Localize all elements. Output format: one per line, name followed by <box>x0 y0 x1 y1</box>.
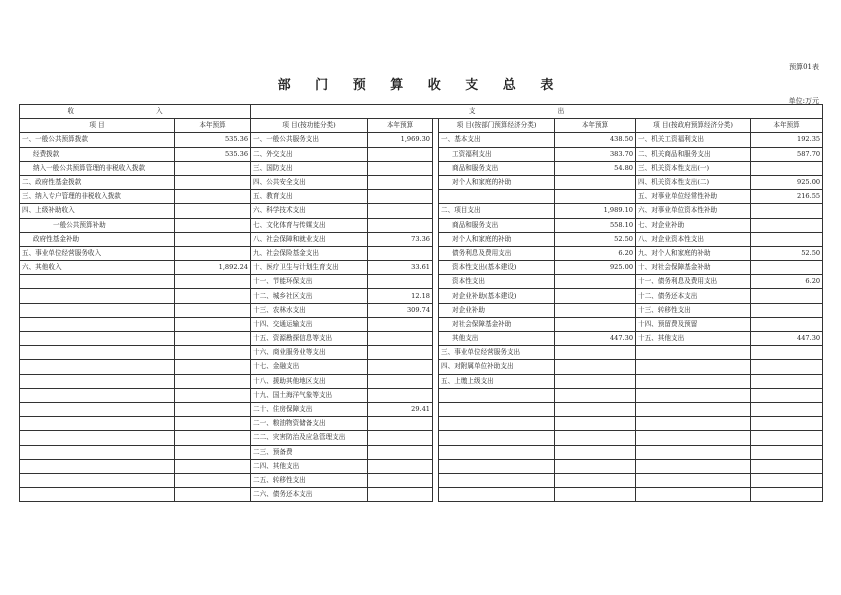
func-item-cell: 二二、灾害防治及应急管理支出 <box>251 431 368 445</box>
gov-econ-amount-cell: 52.50 <box>751 246 823 260</box>
dept-econ-item-cell <box>439 488 555 502</box>
dept-econ-item-cell: 其他支出 <box>439 332 555 346</box>
dept-econ-item-cell: 五、上缴上级支出 <box>439 374 555 388</box>
dept-econ-item-cell <box>439 190 555 204</box>
income-item-cell <box>20 360 175 374</box>
income-amount-cell <box>175 360 251 374</box>
table-row <box>20 346 823 360</box>
func-item-cell: 十八、援助其他地区支出 <box>251 374 368 388</box>
table-row <box>20 289 823 303</box>
gov-econ-item-cell: 七、对企业补助 <box>636 218 751 232</box>
gov-econ-item-cell: 五、对事业单位经常性补助 <box>636 190 751 204</box>
income-item-cell: 一般公共预算补助 <box>20 218 175 232</box>
gov-econ-item-header: 项 目(按政府预算经济分类) <box>636 119 751 133</box>
func-item-header: 项 目(按功能分类) <box>251 119 368 133</box>
dept-econ-amount-cell <box>555 488 636 502</box>
gov-econ-amount-cell: 587.70 <box>751 147 823 161</box>
gov-econ-amount-cell <box>751 346 823 360</box>
func-item-cell: 十、医疗卫生与计划生育支出 <box>251 261 368 275</box>
income-section-header: 收 入 <box>20 105 251 119</box>
gov-econ-amount-cell: 447.30 <box>751 332 823 346</box>
gov-econ-amount-cell: 925.00 <box>751 175 823 189</box>
dept-econ-item-cell <box>439 473 555 487</box>
income-item-cell: 三、纳入专户管理的非税收入拨款 <box>20 190 175 204</box>
budget-summary-table <box>19 104 823 502</box>
gov-econ-amount-cell <box>751 317 823 331</box>
func-amount-cell <box>368 332 433 346</box>
gov-econ-item-cell <box>636 488 751 502</box>
dept-econ-item-cell: 商品和服务支出 <box>439 161 555 175</box>
table-row <box>20 232 823 246</box>
income-item-cell: 纳入一般公共预算管理的非税收入拨款 <box>20 161 175 175</box>
func-item-cell: 十五、资源勘探信息等支出 <box>251 332 368 346</box>
dept-econ-item-header: 项 目(按部门预算经济分类) <box>439 119 555 133</box>
income-item-cell: 五、事业单位经营服务收入 <box>20 246 175 260</box>
dept-econ-amount-cell <box>555 402 636 416</box>
func-item-cell: 八、社会保障和就业支出 <box>251 232 368 246</box>
income-item-cell <box>20 431 175 445</box>
func-amount-cell <box>368 445 433 459</box>
gov-econ-amount-cell <box>751 459 823 473</box>
gov-econ-item-cell: 八、对企业资本性支出 <box>636 232 751 246</box>
dept-econ-item-cell: 一、基本支出 <box>439 133 555 147</box>
gov-econ-amount-cell: 6.20 <box>751 275 823 289</box>
gov-econ-item-cell <box>636 388 751 402</box>
table-row <box>20 388 823 402</box>
gov-econ-item-cell <box>636 417 751 431</box>
dept-econ-amount-cell <box>555 388 636 402</box>
income-item-cell: 一、一般公共预算拨款 <box>20 133 175 147</box>
func-amount-cell <box>368 317 433 331</box>
gov-econ-amount-cell <box>751 360 823 374</box>
table-row <box>20 246 823 260</box>
dept-econ-item-cell <box>439 459 555 473</box>
income-item-cell <box>20 303 175 317</box>
income-item-cell <box>20 346 175 360</box>
income-amount-cell <box>175 402 251 416</box>
dept-econ-amount-cell: 447.30 <box>555 332 636 346</box>
dept-econ-amount-cell <box>555 317 636 331</box>
func-amount-cell <box>368 488 433 502</box>
gov-econ-amount-cell <box>751 303 823 317</box>
gov-econ-amount-cell <box>751 232 823 246</box>
dept-econ-amount-cell: 383.70 <box>555 147 636 161</box>
gov-econ-item-cell <box>636 445 751 459</box>
gov-econ-item-cell: 十、对社会保障基金补助 <box>636 261 751 275</box>
gov-econ-item-cell <box>636 459 751 473</box>
table-number: 预算01表 <box>789 63 819 71</box>
table-row <box>20 459 823 473</box>
gov-econ-item-cell: 四、机关资本性支出(二) <box>636 175 751 189</box>
table-row <box>20 275 823 289</box>
func-amount-cell <box>368 190 433 204</box>
income-amount-cell <box>175 161 251 175</box>
income-amount-cell: 535.36 <box>175 147 251 161</box>
unit-label: 单位:万元 <box>788 97 819 105</box>
income-amount-cell <box>175 175 251 189</box>
income-item-cell: 政府性基金补助 <box>20 232 175 246</box>
dept-econ-item-cell: 商品和服务支出 <box>439 218 555 232</box>
income-amount-cell: 535.36 <box>175 133 251 147</box>
income-amount-cell <box>175 445 251 459</box>
dept-econ-item-cell: 三、事业单位经营服务支出 <box>439 346 555 360</box>
dept-econ-amount-cell <box>555 289 636 303</box>
income-amount-cell <box>175 232 251 246</box>
table-row <box>20 190 823 204</box>
dept-econ-item-cell: 资本性支出 <box>439 275 555 289</box>
income-amount-cell <box>175 246 251 260</box>
income-item-cell <box>20 289 175 303</box>
dept-econ-amount-cell <box>555 346 636 360</box>
func-item-cell: 五、教育支出 <box>251 190 368 204</box>
func-amount-cell: 309.74 <box>368 303 433 317</box>
income-item-cell <box>20 332 175 346</box>
income-amount-cell <box>175 388 251 402</box>
func-item-cell: 十一、节能环保支出 <box>251 275 368 289</box>
func-amount-cell <box>368 360 433 374</box>
dept-econ-amount-cell: 54.80 <box>555 161 636 175</box>
gov-econ-item-cell: 十一、债务利息及费用支出 <box>636 275 751 289</box>
func-item-cell: 十六、商业服务业等支出 <box>251 346 368 360</box>
dept-econ-item-cell: 对个人和家庭的补助 <box>439 232 555 246</box>
table-row <box>20 303 823 317</box>
table-row <box>20 360 823 374</box>
gov-econ-amount-cell <box>751 388 823 402</box>
income-item-cell <box>20 374 175 388</box>
budget-table-body <box>20 133 823 502</box>
gov-econ-amount-cell <box>751 488 823 502</box>
func-amount-cell: 29.41 <box>368 402 433 416</box>
func-amount-cell: 33.61 <box>368 261 433 275</box>
dept-econ-item-cell: 对企业补助(基本建设) <box>439 289 555 303</box>
func-item-cell: 一、一般公共服务支出 <box>251 133 368 147</box>
income-amount-cell <box>175 218 251 232</box>
gov-econ-item-cell <box>636 346 751 360</box>
dept-econ-amount-cell <box>555 360 636 374</box>
func-amount-cell <box>368 147 433 161</box>
table-row <box>20 402 823 416</box>
dept-econ-amount-cell <box>555 374 636 388</box>
dept-econ-item-cell <box>439 402 555 416</box>
gov-econ-amount-cell <box>751 431 823 445</box>
func-amount-cell <box>368 374 433 388</box>
dept-econ-item-cell <box>439 417 555 431</box>
gov-econ-item-cell: 六、对事业单位资本性补助 <box>636 204 751 218</box>
gov-econ-item-cell: 二、机关商品和服务支出 <box>636 147 751 161</box>
gov-econ-item-cell <box>636 402 751 416</box>
income-amount-cell <box>175 346 251 360</box>
func-amount-cell <box>368 417 433 431</box>
gov-econ-item-cell: 一、机关工资福利支出 <box>636 133 751 147</box>
dept-econ-amount-cell: 1,989.10 <box>555 204 636 218</box>
dept-econ-item-cell <box>439 445 555 459</box>
income-item-cell <box>20 473 175 487</box>
income-amount-cell <box>175 488 251 502</box>
gov-econ-item-cell: 十三、转移性支出 <box>636 303 751 317</box>
income-amount-cell <box>175 374 251 388</box>
income-amount-cell <box>175 459 251 473</box>
func-item-cell: 十三、农林水支出 <box>251 303 368 317</box>
func-amount-cell <box>368 275 433 289</box>
dept-econ-amount-cell <box>555 175 636 189</box>
dept-econ-amount-cell <box>555 190 636 204</box>
gov-econ-item-cell: 十二、债务还本支出 <box>636 289 751 303</box>
func-amount-cell <box>368 388 433 402</box>
func-item-cell: 十二、城乡社区支出 <box>251 289 368 303</box>
gov-econ-item-cell <box>636 473 751 487</box>
dept-econ-amount-cell <box>555 275 636 289</box>
gov-econ-item-cell <box>636 431 751 445</box>
gov-econ-amount-cell: 216.55 <box>751 190 823 204</box>
func-amount-cell <box>368 473 433 487</box>
gov-econ-amount-cell <box>751 261 823 275</box>
func-amount-header: 本年预算 <box>368 119 433 133</box>
income-item-cell <box>20 402 175 416</box>
page-title: 部 门 预 算 收 支 总 表 <box>277 78 564 93</box>
table-row <box>20 261 823 275</box>
income-item-cell <box>20 445 175 459</box>
income-item-cell <box>20 459 175 473</box>
income-item-cell <box>20 488 175 502</box>
gov-econ-amount-cell <box>751 204 823 218</box>
gov-econ-amount-cell <box>751 445 823 459</box>
gov-econ-item-cell <box>636 360 751 374</box>
income-amount-cell <box>175 275 251 289</box>
gov-econ-amount-cell: 192.35 <box>751 133 823 147</box>
table-row <box>20 488 823 502</box>
func-item-cell: 九、社会保险基金支出 <box>251 246 368 260</box>
func-item-cell: 十七、金融支出 <box>251 360 368 374</box>
income-amount-cell: 1,892.24 <box>175 261 251 275</box>
income-amount-header: 本年预算 <box>175 119 251 133</box>
gov-econ-amount-cell <box>751 417 823 431</box>
func-amount-cell <box>368 459 433 473</box>
table-row <box>20 473 823 487</box>
func-item-cell: 二四、其他支出 <box>251 459 368 473</box>
func-item-cell: 四、公共安全支出 <box>251 175 368 189</box>
func-amount-cell <box>368 161 433 175</box>
dept-econ-item-cell: 工资福利支出 <box>439 147 555 161</box>
func-item-cell: 三、国防支出 <box>251 161 368 175</box>
func-item-cell: 七、文化体育与传媒支出 <box>251 218 368 232</box>
table-row <box>20 374 823 388</box>
func-item-cell: 十九、国土海洋气象等支出 <box>251 388 368 402</box>
dept-econ-amount-cell: 52.50 <box>555 232 636 246</box>
gov-econ-item-cell: 十四、预留费及预留 <box>636 317 751 331</box>
dept-econ-amount-cell: 925.00 <box>555 261 636 275</box>
dept-econ-item-cell: 资本性支出(基本建设) <box>439 261 555 275</box>
income-item-cell: 经费拨款 <box>20 147 175 161</box>
func-item-cell: 二三、预备费 <box>251 445 368 459</box>
func-amount-cell: 12.18 <box>368 289 433 303</box>
gov-econ-amount-cell <box>751 473 823 487</box>
func-item-cell: 二、外交支出 <box>251 147 368 161</box>
income-amount-cell <box>175 473 251 487</box>
dept-econ-amount-cell <box>555 445 636 459</box>
func-amount-cell <box>368 346 433 360</box>
dept-econ-amount-cell: 438.50 <box>555 133 636 147</box>
dept-econ-item-cell: 四、对附属单位补助支出 <box>439 360 555 374</box>
income-amount-cell <box>175 190 251 204</box>
section-header-row <box>20 105 823 119</box>
income-item-cell <box>20 388 175 402</box>
func-amount-cell: 1,969.30 <box>368 133 433 147</box>
expense-section-header: 支 出 <box>251 105 823 119</box>
table-row <box>20 417 823 431</box>
gov-econ-item-cell: 九、对个人和家庭的补助 <box>636 246 751 260</box>
func-amount-cell: 73.36 <box>368 232 433 246</box>
gov-econ-amount-header: 本年预算 <box>751 119 823 133</box>
table-row <box>20 133 823 147</box>
dept-econ-amount-cell <box>555 459 636 473</box>
dept-econ-amount-cell <box>555 431 636 445</box>
income-amount-cell <box>175 303 251 317</box>
func-item-cell: 二一、粮油物资储备支出 <box>251 417 368 431</box>
gov-econ-item-cell <box>636 374 751 388</box>
dept-econ-item-cell <box>439 431 555 445</box>
income-item-cell: 六、其他收入 <box>20 261 175 275</box>
dept-econ-item-cell: 对社会保障基金补助 <box>439 317 555 331</box>
dept-econ-amount-cell: 6.20 <box>555 246 636 260</box>
income-amount-cell <box>175 317 251 331</box>
table-row <box>20 204 823 218</box>
income-item-header: 项 目 <box>20 119 175 133</box>
income-amount-cell <box>175 289 251 303</box>
dept-econ-amount-header: 本年预算 <box>555 119 636 133</box>
income-item-cell: 四、上级补助收入 <box>20 204 175 218</box>
table-row <box>20 317 823 331</box>
gov-econ-item-cell: 三、机关资本性支出(一) <box>636 161 751 175</box>
dept-econ-item-cell: 对企业补助 <box>439 303 555 317</box>
income-amount-cell <box>175 332 251 346</box>
table-row <box>20 431 823 445</box>
income-item-cell <box>20 275 175 289</box>
table-row <box>20 161 823 175</box>
func-item-cell: 二五、转移性支出 <box>251 473 368 487</box>
func-amount-cell <box>368 218 433 232</box>
dept-econ-amount-cell: 558.10 <box>555 218 636 232</box>
gov-econ-amount-cell <box>751 218 823 232</box>
table-row <box>20 218 823 232</box>
dept-econ-item-cell: 二、项目支出 <box>439 204 555 218</box>
income-amount-cell <box>175 204 251 218</box>
func-item-cell: 十四、交通运输支出 <box>251 317 368 331</box>
gov-econ-amount-cell <box>751 374 823 388</box>
table-row <box>20 445 823 459</box>
dept-econ-item-cell <box>439 388 555 402</box>
func-amount-cell <box>368 204 433 218</box>
gov-econ-amount-cell <box>751 402 823 416</box>
income-item-cell: 二、政府性基金拨款 <box>20 175 175 189</box>
func-item-cell: 六、科学技术支出 <box>251 204 368 218</box>
dept-econ-amount-cell <box>555 417 636 431</box>
gov-econ-amount-cell <box>751 289 823 303</box>
func-amount-cell <box>368 246 433 260</box>
gov-econ-item-cell: 十五、其他支出 <box>636 332 751 346</box>
column-header-row <box>20 119 823 133</box>
func-item-cell: 二十、住房保障支出 <box>251 402 368 416</box>
income-amount-cell <box>175 431 251 445</box>
table-row <box>20 175 823 189</box>
func-amount-cell <box>368 175 433 189</box>
dept-econ-item-cell: 对个人和家庭的补助 <box>439 175 555 189</box>
func-amount-cell <box>368 431 433 445</box>
table-row <box>20 147 823 161</box>
income-item-cell <box>20 417 175 431</box>
func-item-cell: 二六、债务还本支出 <box>251 488 368 502</box>
table-row <box>20 332 823 346</box>
income-amount-cell <box>175 417 251 431</box>
income-item-cell <box>20 317 175 331</box>
dept-econ-item-cell: 债务利息及费用支出 <box>439 246 555 260</box>
gov-econ-amount-cell <box>751 161 823 175</box>
dept-econ-amount-cell <box>555 473 636 487</box>
dept-econ-amount-cell <box>555 303 636 317</box>
